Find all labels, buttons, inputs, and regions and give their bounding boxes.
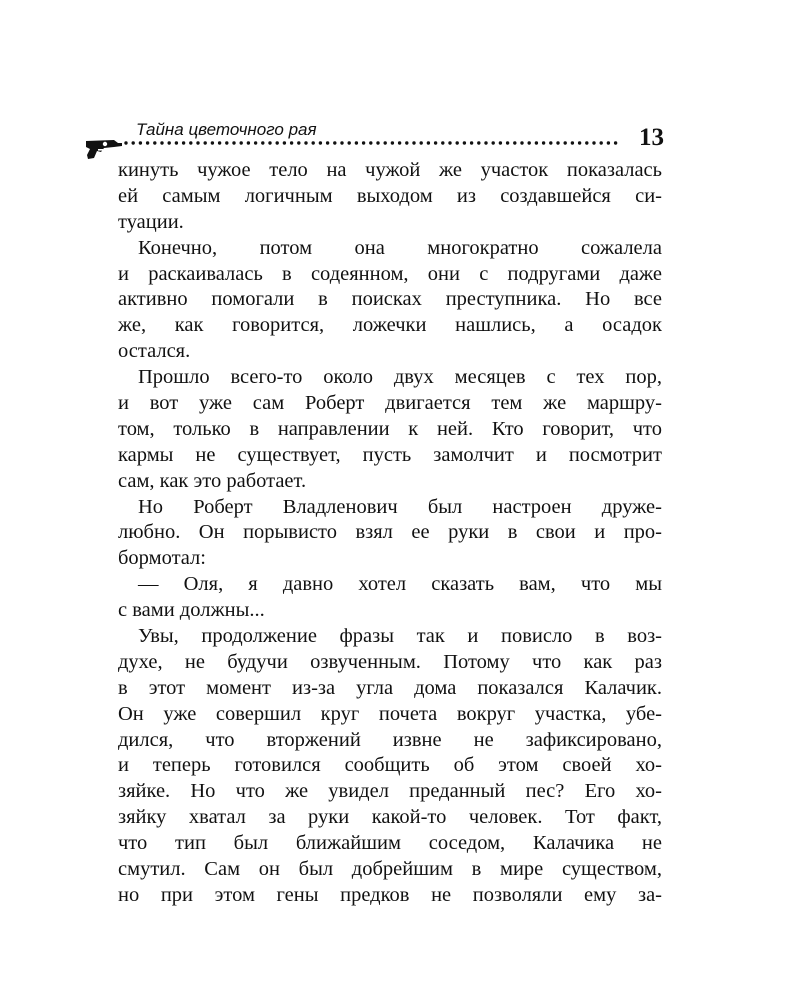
text-line: же, как говорится, ложечки нашлись, а осадок: [118, 314, 662, 337]
text-line: активно помогали в поисках преступника. Но все: [118, 288, 662, 311]
text-line: кармы не существует, пусть замолчит и посмотрит: [118, 443, 662, 466]
text-line: Конечно, потом она многократно сожалела: [138, 236, 662, 259]
text-line: Он уже совершил круг почета вокруг участка, убе-: [118, 702, 662, 725]
text-line: ей самым логичным выходом из создавшейся си-: [118, 184, 662, 207]
text-line: том, только в направлении к ней. Кто говорит, что: [118, 417, 662, 440]
text-line: и теперь готовился сообщить об этом своей хо-: [118, 754, 662, 777]
text-line: но при этом гены предков не позволяли ему за-: [118, 883, 662, 906]
text-line: зяйку хватал за руки какой-то человек. Тот факт,: [118, 806, 662, 829]
running-header-title: Тайна цветочного рая: [136, 120, 317, 139]
text-line: сам, как это работает.: [118, 469, 307, 492]
text-line: зяйке. Но что же увидел преданный пес? Его хо-: [118, 780, 662, 803]
page-number: 13: [639, 124, 664, 151]
text-line: с вами должны...: [118, 599, 265, 622]
text-line: и вот уже сам Роберт двигается тем же маршру-: [118, 392, 662, 415]
text-line: в этот момент из-за угла дома показался Калачик.: [118, 676, 662, 699]
text-line: остался.: [118, 340, 191, 363]
text-line: духе, не будучи озвученным. Потому что как раз: [118, 650, 662, 673]
text-line: что тип был ближайшим соседом, Калачика не: [118, 832, 662, 855]
text-line: кинуть чужое тело на чужой же участок показалась: [118, 159, 662, 181]
text-line: дился, что вторжений извне не зафиксировано,: [118, 728, 662, 751]
text-line: любно. Он порывисто взял ее руки в свои и про-: [118, 521, 662, 544]
text-line: бормотал:: [118, 547, 206, 570]
revolver-icon: [84, 138, 124, 160]
body-text: [118, 158, 662, 909]
text-line: — Оля, я давно хотел сказать вам, что мы: [138, 573, 662, 596]
running-header: [84, 116, 664, 156]
text-line: и раскаивалась в содеянном, они с подругами даже: [118, 262, 662, 285]
text-line: Прошло всего-то около двух месяцев с тех пор,: [138, 366, 662, 389]
text-line: туации.: [118, 210, 184, 233]
text-line: Но Роберт Владленович был настроен друже-: [138, 495, 662, 518]
dotted-leader: [124, 140, 618, 146]
text-line: смутил. Сам он был добрейшим в мире существом,: [118, 858, 662, 881]
text-line: Увы, продолжение фразы так и повисло в воз-: [138, 625, 662, 648]
